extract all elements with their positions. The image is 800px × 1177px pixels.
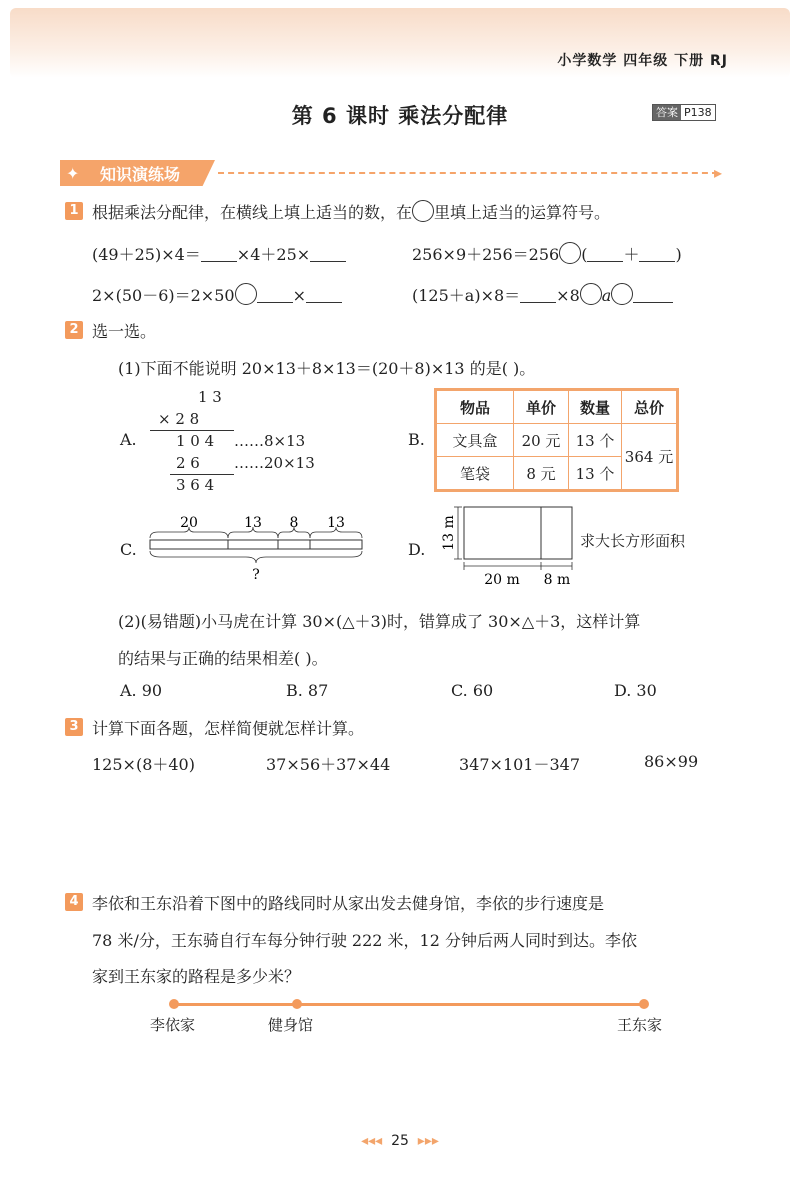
answer-blank[interactable]	[306, 302, 342, 303]
left-arrows-icon: ◂◂◂	[361, 1133, 392, 1149]
route-point	[639, 999, 649, 1009]
calc-note: ……8×13	[234, 432, 306, 450]
blank-circle[interactable]	[559, 242, 581, 264]
question-number-1: 1	[65, 202, 83, 220]
right-arrows-icon: ▸▸▸	[408, 1133, 439, 1149]
rectangle-note: 求大长方形面积	[580, 532, 686, 550]
blank-circle[interactable]	[412, 200, 434, 222]
star-icon: ✦	[66, 164, 80, 183]
segment-label: 13	[327, 515, 345, 531]
choice-b[interactable]: B. 87	[286, 681, 329, 700]
option-a-label: A.	[120, 430, 137, 449]
q1-text: (49＋25)×4＝	[92, 245, 201, 264]
q1-text: )	[675, 245, 682, 264]
q2-title: 选一选。	[92, 322, 157, 341]
price-table	[434, 388, 679, 492]
blank-circle[interactable]	[611, 283, 633, 305]
table-cell: 8 元	[514, 457, 569, 490]
q1-text: (125＋a)×8＝	[412, 286, 521, 305]
route-point	[292, 999, 302, 1009]
unknown-mark: ?	[252, 567, 260, 583]
answer-label: 答案	[653, 105, 681, 120]
blank-circle[interactable]	[235, 283, 257, 305]
book-info: 小学数学 四年级 下册 RJ	[557, 53, 728, 69]
choice-a[interactable]: A. 90	[120, 681, 163, 700]
q1-text: 256×9＋256＝256	[412, 245, 560, 264]
page-footer	[0, 1133, 800, 1149]
q1-prompt-a: 根据乘法分配律，在横线上填上适当的数，在	[92, 203, 413, 222]
table-cell: 13 个	[569, 457, 622, 490]
page-title: 第 6 课时 乘法分配律	[291, 104, 509, 128]
q4-line3: 家到王东家的路程是多少米？	[92, 967, 301, 986]
q1-text: ×8	[556, 286, 580, 305]
q1-text: ×	[292, 286, 306, 305]
calc-line: 1 0 4	[176, 432, 215, 450]
q1-row2-right	[412, 283, 673, 306]
segment-diagram	[148, 515, 368, 585]
width-label-2: 8 m	[543, 572, 571, 588]
table-header: 物品	[437, 391, 514, 424]
question-number-4: 4	[65, 893, 83, 911]
q3-prompt: 计算下面各题，怎样简便就怎样计算。	[92, 719, 365, 738]
q1-prompt	[92, 200, 610, 223]
calc-line: 2 6	[176, 454, 200, 472]
vertical-calculation	[150, 388, 330, 498]
segment-label: 8	[289, 515, 299, 531]
route-line	[174, 1003, 645, 1006]
calc-rule	[150, 430, 234, 431]
table-cell: 文具盒	[437, 424, 514, 457]
q2-part2-line1: (2)(易错题)小马虎在计算 30×(△＋3)时，错算成了 30×△＋3，这样计算	[118, 612, 641, 631]
option-c-label: C.	[120, 540, 137, 559]
answer-blank[interactable]	[587, 261, 623, 262]
answer-blank[interactable]	[639, 261, 675, 262]
place-label: 王东家	[617, 1016, 663, 1034]
section-label: 知识演练场	[100, 165, 181, 184]
q4-line2: 78 米/分，王东骑自行车每分钟行驶 222 米，12 分钟后两人同时到达。李依	[92, 931, 637, 950]
q3-item: 347×101－347	[459, 755, 581, 774]
q1-row1-left	[92, 242, 346, 265]
place-label: 健身馆	[268, 1016, 314, 1034]
answer-reference	[652, 104, 716, 121]
segment-label: 13	[244, 515, 262, 531]
segment-bar	[150, 540, 362, 549]
choice-d[interactable]: D. 30	[614, 681, 657, 700]
table-header: 单价	[514, 391, 569, 424]
option-b-label: B.	[408, 430, 425, 449]
section-divider	[218, 172, 718, 174]
q3-item: 86×99	[644, 752, 699, 771]
q1-row2-left	[92, 283, 342, 306]
width-label-1: 20 m	[484, 572, 520, 588]
question-number-3: 3	[65, 718, 83, 736]
table-cell: 20 元	[514, 424, 569, 457]
page-number: 25	[391, 1133, 409, 1149]
calc-note: ……20×13	[234, 454, 315, 472]
q1-text: (	[581, 245, 588, 264]
table-header: 数量	[569, 391, 622, 424]
q3-item: 125×(8＋40)	[92, 755, 195, 774]
segment-label: 20	[180, 515, 198, 531]
table-header: 总价	[622, 391, 677, 424]
place-label: 李依家	[150, 1016, 196, 1034]
answer-blank[interactable]	[257, 302, 293, 303]
table-cell: 13 个	[569, 424, 622, 457]
q1-text: ×4＋25×	[236, 245, 311, 264]
option-d-label: D.	[408, 540, 426, 559]
calc-line: × 2 8	[158, 410, 200, 428]
q2-part2-line2: 的结果与正确的结果相差( )。	[118, 649, 328, 668]
answer-blank[interactable]	[520, 302, 556, 303]
q3-item: 37×56＋37×44	[266, 755, 391, 774]
rectangle-diagram	[434, 502, 584, 588]
calc-line: 3 6 4	[176, 476, 215, 494]
table-cell: 笔袋	[437, 457, 514, 490]
arrow-icon: ▸	[714, 163, 723, 182]
q1-text: a	[601, 286, 612, 305]
table-total: 364 元	[622, 424, 677, 490]
question-number-2: 2	[65, 321, 83, 339]
blank-circle[interactable]	[580, 283, 602, 305]
q1-row1-right	[412, 242, 682, 265]
height-label: 13 m	[441, 515, 457, 551]
route-point	[169, 999, 179, 1009]
calc-rule	[170, 474, 234, 475]
answer-blank[interactable]	[201, 261, 237, 262]
q2-part1: (1)下面不能说明 20×13＋8×13＝(20＋8)×13 的是( )。	[118, 359, 536, 378]
choice-c[interactable]: C. 60	[451, 681, 494, 700]
answer-page: P138	[684, 106, 712, 119]
q1-text: 2×(50－6)＝2×50	[92, 286, 235, 305]
q4-line1: 李依和王东沿着下图中的路线同时从家出发去健身馆，李依的步行速度是	[92, 894, 605, 913]
q1-prompt-b: 里填上适当的运算符号。	[434, 203, 611, 222]
q1-text: ＋	[623, 245, 640, 264]
answer-blank[interactable]	[310, 261, 346, 262]
answer-blank[interactable]	[633, 302, 673, 303]
calc-line: 1 3	[198, 388, 222, 406]
